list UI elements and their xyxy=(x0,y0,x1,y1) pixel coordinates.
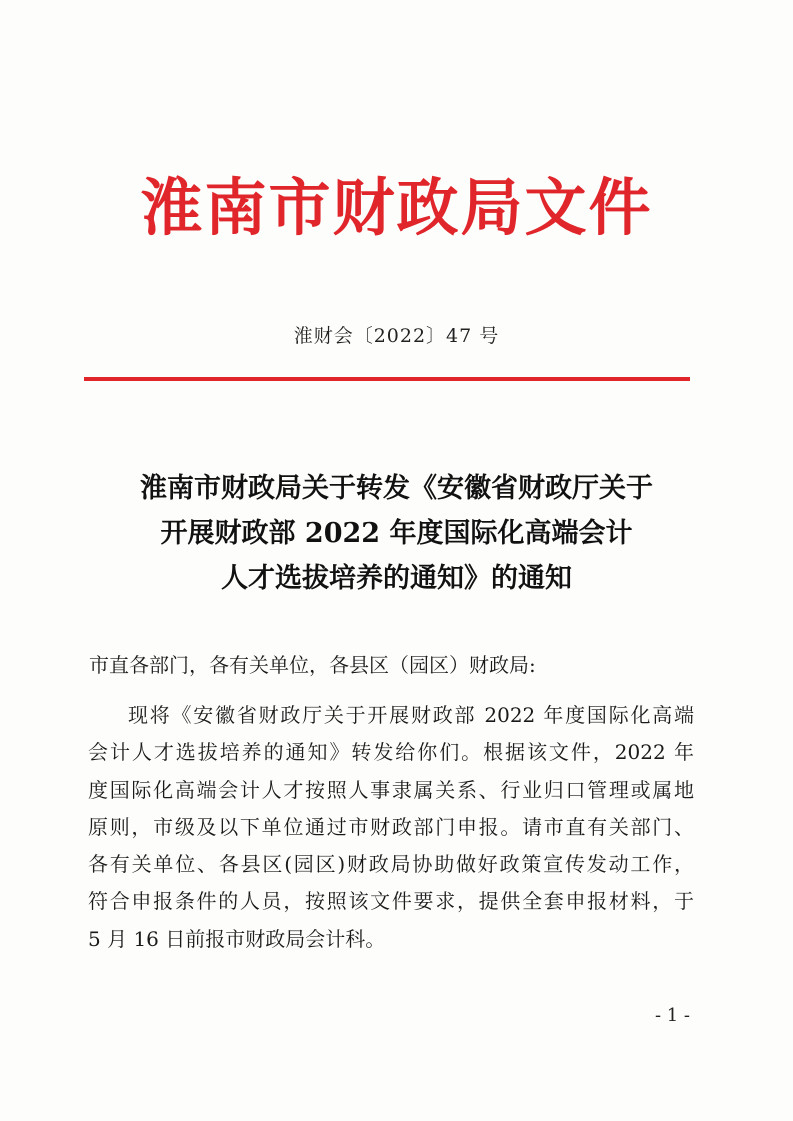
body-line: 5 月 16 日前报市财政局会计科。 xyxy=(88,926,386,951)
body-line: 各有关单位、各县区(园区)财政局协助做好政策宣传发动工作， xyxy=(88,852,694,877)
body-line: 会计人才选拔培养的通知》转发给你们。根据该文件，2022 年 xyxy=(88,740,694,765)
body-line: 度国际化高端会计人才按照人事隶属关系、行业归口管理或属地 xyxy=(88,777,694,802)
addressee-line: 市直各部门，各有关单位，各县区（园区）财政局: xyxy=(89,653,536,677)
title-line: 开展财政部 2022 年度国际化高端会计 xyxy=(160,518,633,549)
title-line: 人才选拔培养的通知》的通知 xyxy=(221,563,572,594)
document-title xyxy=(60,466,733,601)
document-number: 淮财会〔2022〕47 号 xyxy=(293,325,500,347)
red-separator-line xyxy=(84,377,690,381)
body-line: 符合申报条件的人员，按照该文件要求，提供全套申报材料，于 xyxy=(88,889,694,914)
body-line: 原则，市级及以下单位通过市财政部门申报。请市直有关部门、 xyxy=(88,814,694,839)
body-line: 现将《安徽省财政厅关于开展财政部 2022 年度国际化高端 xyxy=(128,703,694,727)
body-paragraph xyxy=(88,697,694,958)
page-number: - 1 - xyxy=(654,1005,690,1026)
issuer-heading: 淮南市财政局文件 xyxy=(140,171,653,244)
title-line: 淮南市财政局关于转发《安徽省财政厅关于 xyxy=(140,473,653,504)
